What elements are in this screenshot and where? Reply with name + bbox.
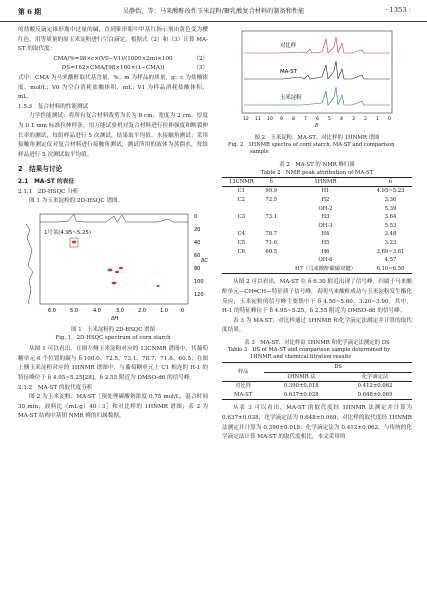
table-row: OH-3 5.53 <box>318 222 397 229</box>
x-tick: 6 <box>316 117 319 122</box>
paragraph: 表 3 为 MA-ST、对比样通过 1HNMR 和化学滴定法测定并计算的取代度结果。 <box>222 317 412 334</box>
section-heading-2-1: 2.1 MA-ST 的表征 <box>18 178 75 185</box>
x-tick: 9 <box>280 117 283 122</box>
x-tick: 4 <box>340 117 343 122</box>
figure-2 <box>222 29 412 157</box>
table-row: OH-2 5.39 <box>318 205 397 212</box>
table-header-row: 1HNMR 法 化学滴定法 <box>222 372 412 382</box>
h1-region-label: 1号氢(4.95~5.25) <box>44 229 91 236</box>
paragraph: 的盐酸反滴定锥形瓶中过量的碱，直到锥形瓶中甲基红指示剂由黄色变为樱红色，用等质量的原玉米淀粉进行空白滴定。根据式（2）和（3）计算 MA-ST 的取代度： <box>18 27 208 53</box>
figure-1-caption-en: Fig. 1 2D-HSQC spectrum of corn starch <box>55 335 171 342</box>
table-2-title-en: Table 2 NMR peak attribution of MA-ST <box>260 169 374 176</box>
left-column <box>18 26 208 422</box>
series-label-corn-starch: 玉米淀粉 <box>280 95 302 101</box>
x-tick: 5 <box>328 117 331 122</box>
x-tick: 11 <box>255 117 261 122</box>
y-tick: 80 <box>194 265 201 272</box>
table-row: C4 78.7 H4 3.48 <box>237 231 397 238</box>
equation-3: DS=162×CMA/[98×100×(1−CMA)] （3） <box>61 65 208 72</box>
paragraph: 从图 2 可以看出，MA-ST 在 δ 6.30 附近出现了信号峰，归属于马来酸酐单元—CH═CH—特征质子信号峰，表明马来酸酐成功与玉米淀粉发生酯化反应，玉米淀粉的信号峰主要集中于 δ 4.50~5.60、3.20~3.90。其中，H-1 的特征峰位于 δ 4.95~5.25，δ 2.55 附近为 DMSO-d6 的信号峰。 <box>222 279 412 315</box>
x-tick: 8 <box>292 117 295 122</box>
figure-1 <box>18 210 208 343</box>
paragraph: 式中：CMA 为马来酸酐取代基含量，%；m 为样品的质量，g；c 为盐酸浓度，mol/L；V0 为空白消耗盐酸体积，mL；V1 为样品消耗盐酸体积，mL。 <box>18 74 208 101</box>
running-title: 吴静怡，等：马来酸酐改性玉米淀粉/聚乳酸复合材料的制备和性能 <box>122 8 305 15</box>
x-tick: 2 <box>364 117 367 122</box>
equation-2: CMA/%=98×c×(V0−V1)/(1000×2m)×100 （2） <box>53 55 208 62</box>
x-axis-label: δH <box>111 315 119 322</box>
y-axis-label: δC <box>201 257 208 264</box>
section-heading-2-1-1: 2.1.1 2D-HSQC 分析 <box>18 188 79 195</box>
figure-2-caption-en: Fig. 2 1HNMR spectra of corn starch, MA-ST and comparison sample <box>228 141 395 156</box>
series-label-comparison: 对比样 <box>280 43 297 49</box>
cross-peak <box>156 285 159 287</box>
x-tick: 0 <box>388 117 391 122</box>
table-2 <box>222 177 412 275</box>
table-row: H7（马来酸酐碳碳双键） 6.10~6.50 <box>222 265 412 274</box>
table-row: C1 99.9 H1 4.95~5.23 <box>237 188 405 195</box>
table-3-title: 表 3 MA-ST、对比样由 1HNMR 和化学滴定法测定的 DS <box>244 339 390 346</box>
section-heading-2-1-2: 2.1.2 MA-ST 的取代度分析 <box>18 384 93 391</box>
y-tick: 60 <box>194 252 201 259</box>
cross-peak <box>119 266 123 268</box>
x-axis-label: δ <box>315 123 319 129</box>
table-row: OH-6 4.57 <box>318 257 397 264</box>
table-row: 对比样 0.390±0.018 0.412±0.062 <box>235 383 393 390</box>
page-number: · 1353 · <box>385 6 411 14</box>
cross-peak <box>108 268 113 271</box>
y-tick: 0 <box>194 213 198 220</box>
x-tick: 7 <box>304 117 307 122</box>
x-tick: 1 <box>376 117 379 122</box>
plot-frame <box>40 214 188 304</box>
table-row: C5 71.6 H5 3.23 <box>237 239 397 246</box>
x-tick: 5.0 <box>70 307 78 314</box>
carbon-spectrum-trace <box>26 224 33 304</box>
issue-number: 第 6 期 <box>18 8 42 16</box>
x-tick: 2.0 <box>138 307 146 314</box>
plot-frame <box>242 31 392 113</box>
table-row: MA-ST 0.637±0.028 0.648±0.069 <box>222 391 412 400</box>
y-tick: 20 <box>194 226 201 233</box>
y-tick: 100 <box>194 278 204 285</box>
table-header-row: 13CNMR δ 1HNMR δ <box>222 177 412 187</box>
x-tick: 1.0 <box>160 307 168 314</box>
hsqc-spectrum <box>18 210 208 322</box>
table-3-title-en: Table 3 DS of MA-ST and comparison sample determined by 1HNMR and chemical titration results <box>228 346 391 361</box>
series-label-ma-st: MA-ST <box>280 69 297 75</box>
x-tick: 12 <box>243 117 249 122</box>
x-tick: 4.0 <box>93 307 101 314</box>
x-tick: 10 <box>267 117 273 122</box>
page-header <box>0 0 427 22</box>
x-tick: 3.0 <box>116 307 124 314</box>
nmr-spectra <box>222 29 412 129</box>
x-tick: 0 <box>181 307 185 314</box>
paragraph: 图 1 为玉米淀粉的 2D-HSQC 谱图。 <box>29 198 124 205</box>
section-heading-1-5-3: 1.5.3 复合材料的性能测试 <box>18 103 89 110</box>
right-column <box>222 26 412 443</box>
table-header-row: 样品 DS <box>222 363 412 373</box>
paragraph: 力学性能测试：将所有复合材料裁剪为长为 8 cm、宽度为 2 cm、厚度为 0.1 mm 标准拉伸样条。用万能试验机对复合材料进行拉伸强度和断裂伸长率的测试，每组样品进行 5 次测试，结果取平均值。水接触角测试：采用接触角测定仪对复合材料进行接触角测试，测试所用的液体为蒸馏水，每组样品进行 5 次测试取平均值。 <box>18 113 208 158</box>
x-tick: 6.0 <box>48 307 56 314</box>
y-tick: 120 <box>194 291 204 298</box>
x-tick: 3 <box>352 117 355 122</box>
cross-peak <box>72 240 76 243</box>
figure-1-caption: 图 1 玉米淀粉的 2D-HSQC 谱图 <box>71 327 155 334</box>
table-row: C3 73.1 H3 3.64 <box>237 214 397 221</box>
cross-peak <box>112 281 117 284</box>
cross-peak <box>115 270 119 272</box>
paragraph: 从表 3 可以看出，MA-ST 的取代度经 1HNMR 法测定并计算为 0.637±0.028，化学滴定法为 0.648±0.069；对比样的取代度经 1HNMR 法测定并计算为 0.390±0.018；化学滴定法为 0.412±0.062。与传统的化学滴定法计算 MA-ST 的取代度相比，本文采用的 <box>222 405 412 441</box>
table-row: C6 60.5 H6 3.69~3.61 <box>237 248 405 255</box>
table-row: C2 72.5 H2 3.36 <box>237 196 397 203</box>
paragraph: 从图 1 可以看出，在图左侧玉米淀粉对应的 13CNMR 谱图中，其葡萄糖单元 6 个位置的碳与 δ 100.0、72.5、73.1、78.7、71.6、60.5；在图上侧玉米淀粉对应的 1HNMR 谱图中，与葡萄糖单元上 C1 相连的 H-1 的特征峰位于 δ 4.95~5.25[28]，δ 2.55 附近为 DMSO-d6 的信号峰。 <box>18 346 208 382</box>
table-3 <box>222 362 412 400</box>
section-heading-2: 2 结果与讨论 <box>18 165 63 174</box>
y-tick: 40 <box>194 239 201 246</box>
figure-2-caption: 图 2 玉米淀粉、MA-ST、对比样的 1HNMR 谱图 <box>254 134 380 141</box>
table-2-title: 表 2 MA-ST 的 NMR 峰归属 <box>279 161 355 168</box>
paragraph: 图 2 为玉米淀粉、MA-ST［预处理碳酸钠浓度 0.75 mol/L，混合时间 30 min，液料比（mL∶g）40∶3］和对比样的 1HNMR 谱图；表 2 为 MA-ST 结构中基团 NMR 峰的归属数据。 <box>18 394 208 420</box>
